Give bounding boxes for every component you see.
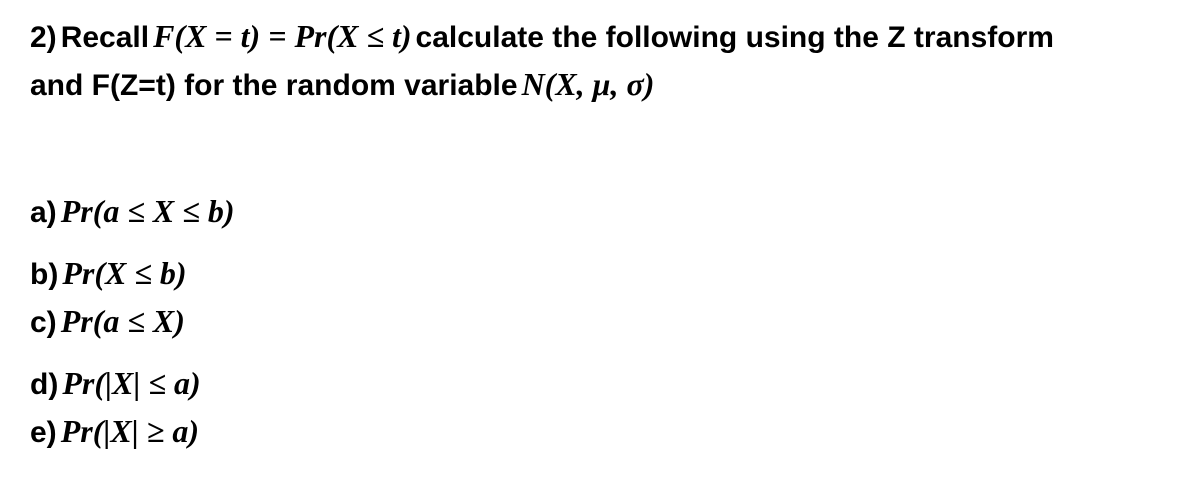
part-label: d) [30,368,59,401]
part-expression: Pr(a ≤ X ≤ b) [60,193,235,229]
question-number: 2) [30,21,57,54]
part-label: b) [30,258,59,291]
question-line-2 [30,64,654,111]
part-e [30,411,199,458]
part-expression: Pr(X ≤ b) [62,255,187,291]
part-expression: Pr(|X| ≥ a) [60,413,199,449]
question-line-2-text: and F(Z=t) for the random variable [30,69,518,102]
part-label: a) [30,196,57,229]
part-label: c) [30,306,57,339]
part-expression: Pr(|X| ≤ a) [62,365,201,401]
part-label: e) [30,416,57,449]
part-b [30,253,187,300]
part-d [30,363,201,410]
question-instruction: calculate the following using the Z transform [415,21,1054,54]
part-c [30,301,185,348]
recall-formula: F(X = t) = Pr(X ≤ t) [153,18,412,54]
part-expression: Pr(a ≤ X) [60,303,185,339]
recall-word: Recall [60,21,150,54]
distribution-formula: N(X, μ, σ) [521,66,655,102]
question-line-1 [30,16,1054,63]
part-a [30,191,234,238]
